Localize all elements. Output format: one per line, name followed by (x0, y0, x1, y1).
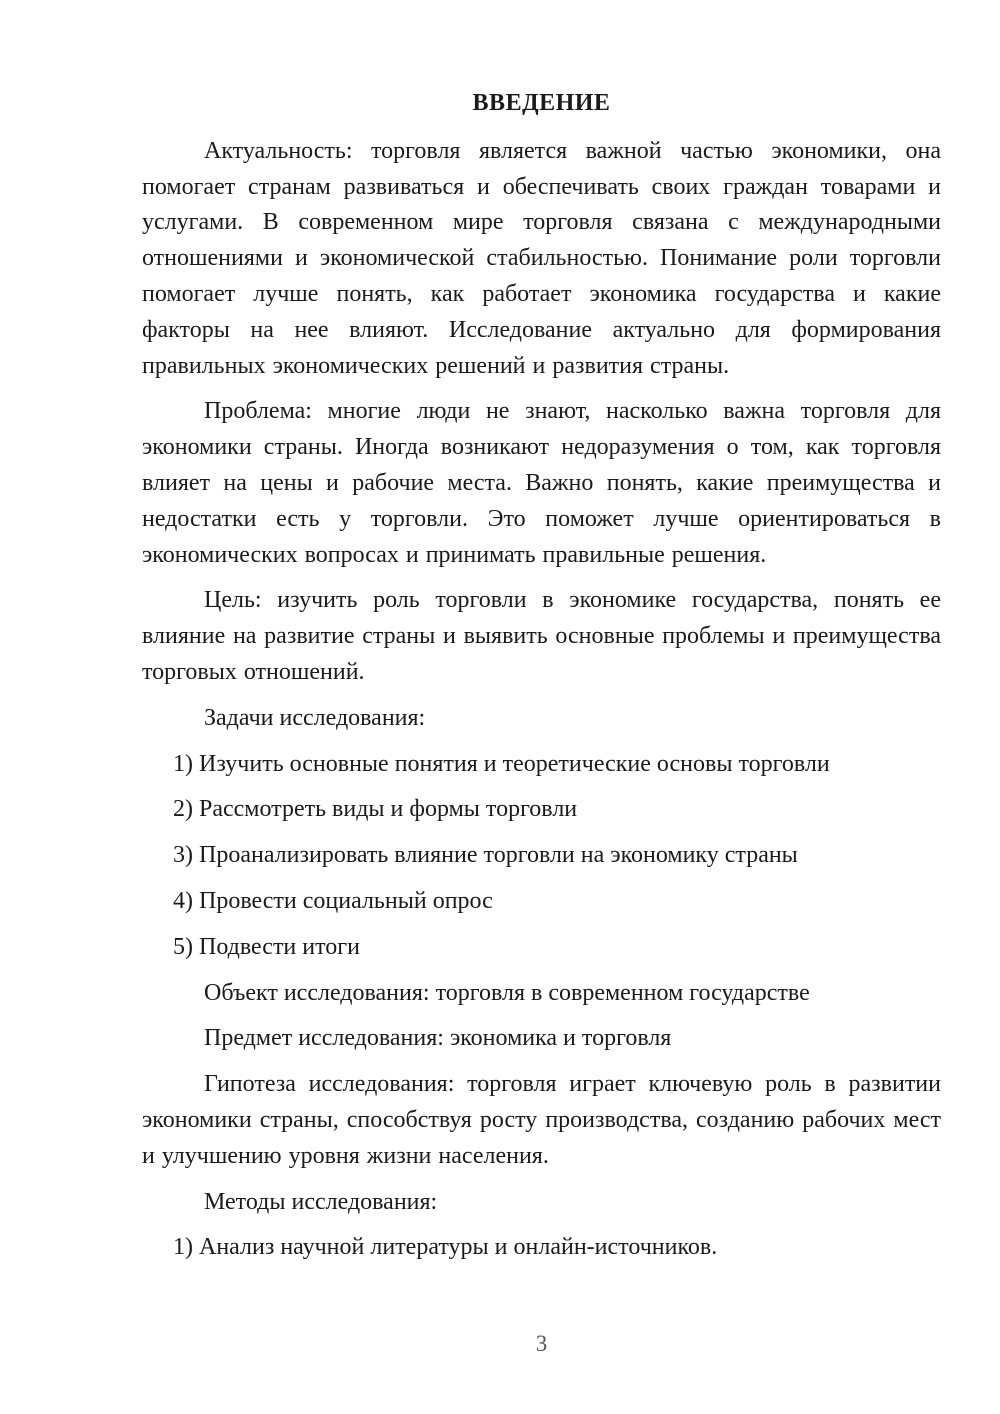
task-list-item: 1) Изучить основные понятия и теоретические основы торговли (173, 750, 830, 777)
tasks-heading: Задачи исследования: (204, 704, 426, 731)
paragraph-object: Объект исследования: торговля в современном государстве (204, 979, 810, 1006)
paragraph-goal: Цель: изучить роль торговли в экономике государства, понять ее влияние на развитие страны и выявить основные проблемы и преимущества торговых отношений. (142, 587, 941, 685)
page-title: ВВЕДЕНИЕ (472, 90, 611, 116)
task-list-item: 4) Провести социальный опрос (173, 887, 493, 914)
paragraph-subject: Предмет исследования: экономика и торговля (204, 1025, 672, 1052)
paragraph-hypothesis: Гипотеза исследования: торговля играет ключевую роль в развитии экономики страны, способствуя росту производства, созданию рабочих мест и улучшению уровня жизни населения. (142, 1071, 941, 1169)
methods-heading: Методы исследования: (204, 1188, 438, 1215)
paragraph-relevance: Актуальность: торговля является важной частью экономики, она помогает странам развиваться и обеспечивать своих граждан товарами и услугами. В современном мире торговля связана с международными отношениями и экономической стабильностью. Понимание роли торговли помогает лучше понять, как работает экономика государства и какие факторы на нее влияют. Исследование актуально для формирования правильных экономических решений и развития страны. (142, 137, 941, 379)
task-list-item: 5) Подвести итоги (173, 933, 360, 960)
task-list-item: 2) Рассмотреть виды и формы торговли (173, 796, 578, 823)
method-list-item: 1) Анализ научной литературы и онлайн-источников. (173, 1234, 718, 1261)
paragraph-problem: Проблема: многие люди не знают, насколько важна торговля для экономики страны. Иногда возникают недоразумения о том, как торговля влияет на цены и рабочие места. Важно понять, какие преимущества и недостатки есть у торговли. Это поможет лучше ориентироваться в экономических вопросах и принимать правильные решения. (142, 398, 941, 568)
task-list-item: 3) Проанализировать влияние торговли на экономику страны (173, 842, 798, 869)
page-number: 3 (535, 1331, 548, 1356)
document-body (142, 86, 941, 1276)
